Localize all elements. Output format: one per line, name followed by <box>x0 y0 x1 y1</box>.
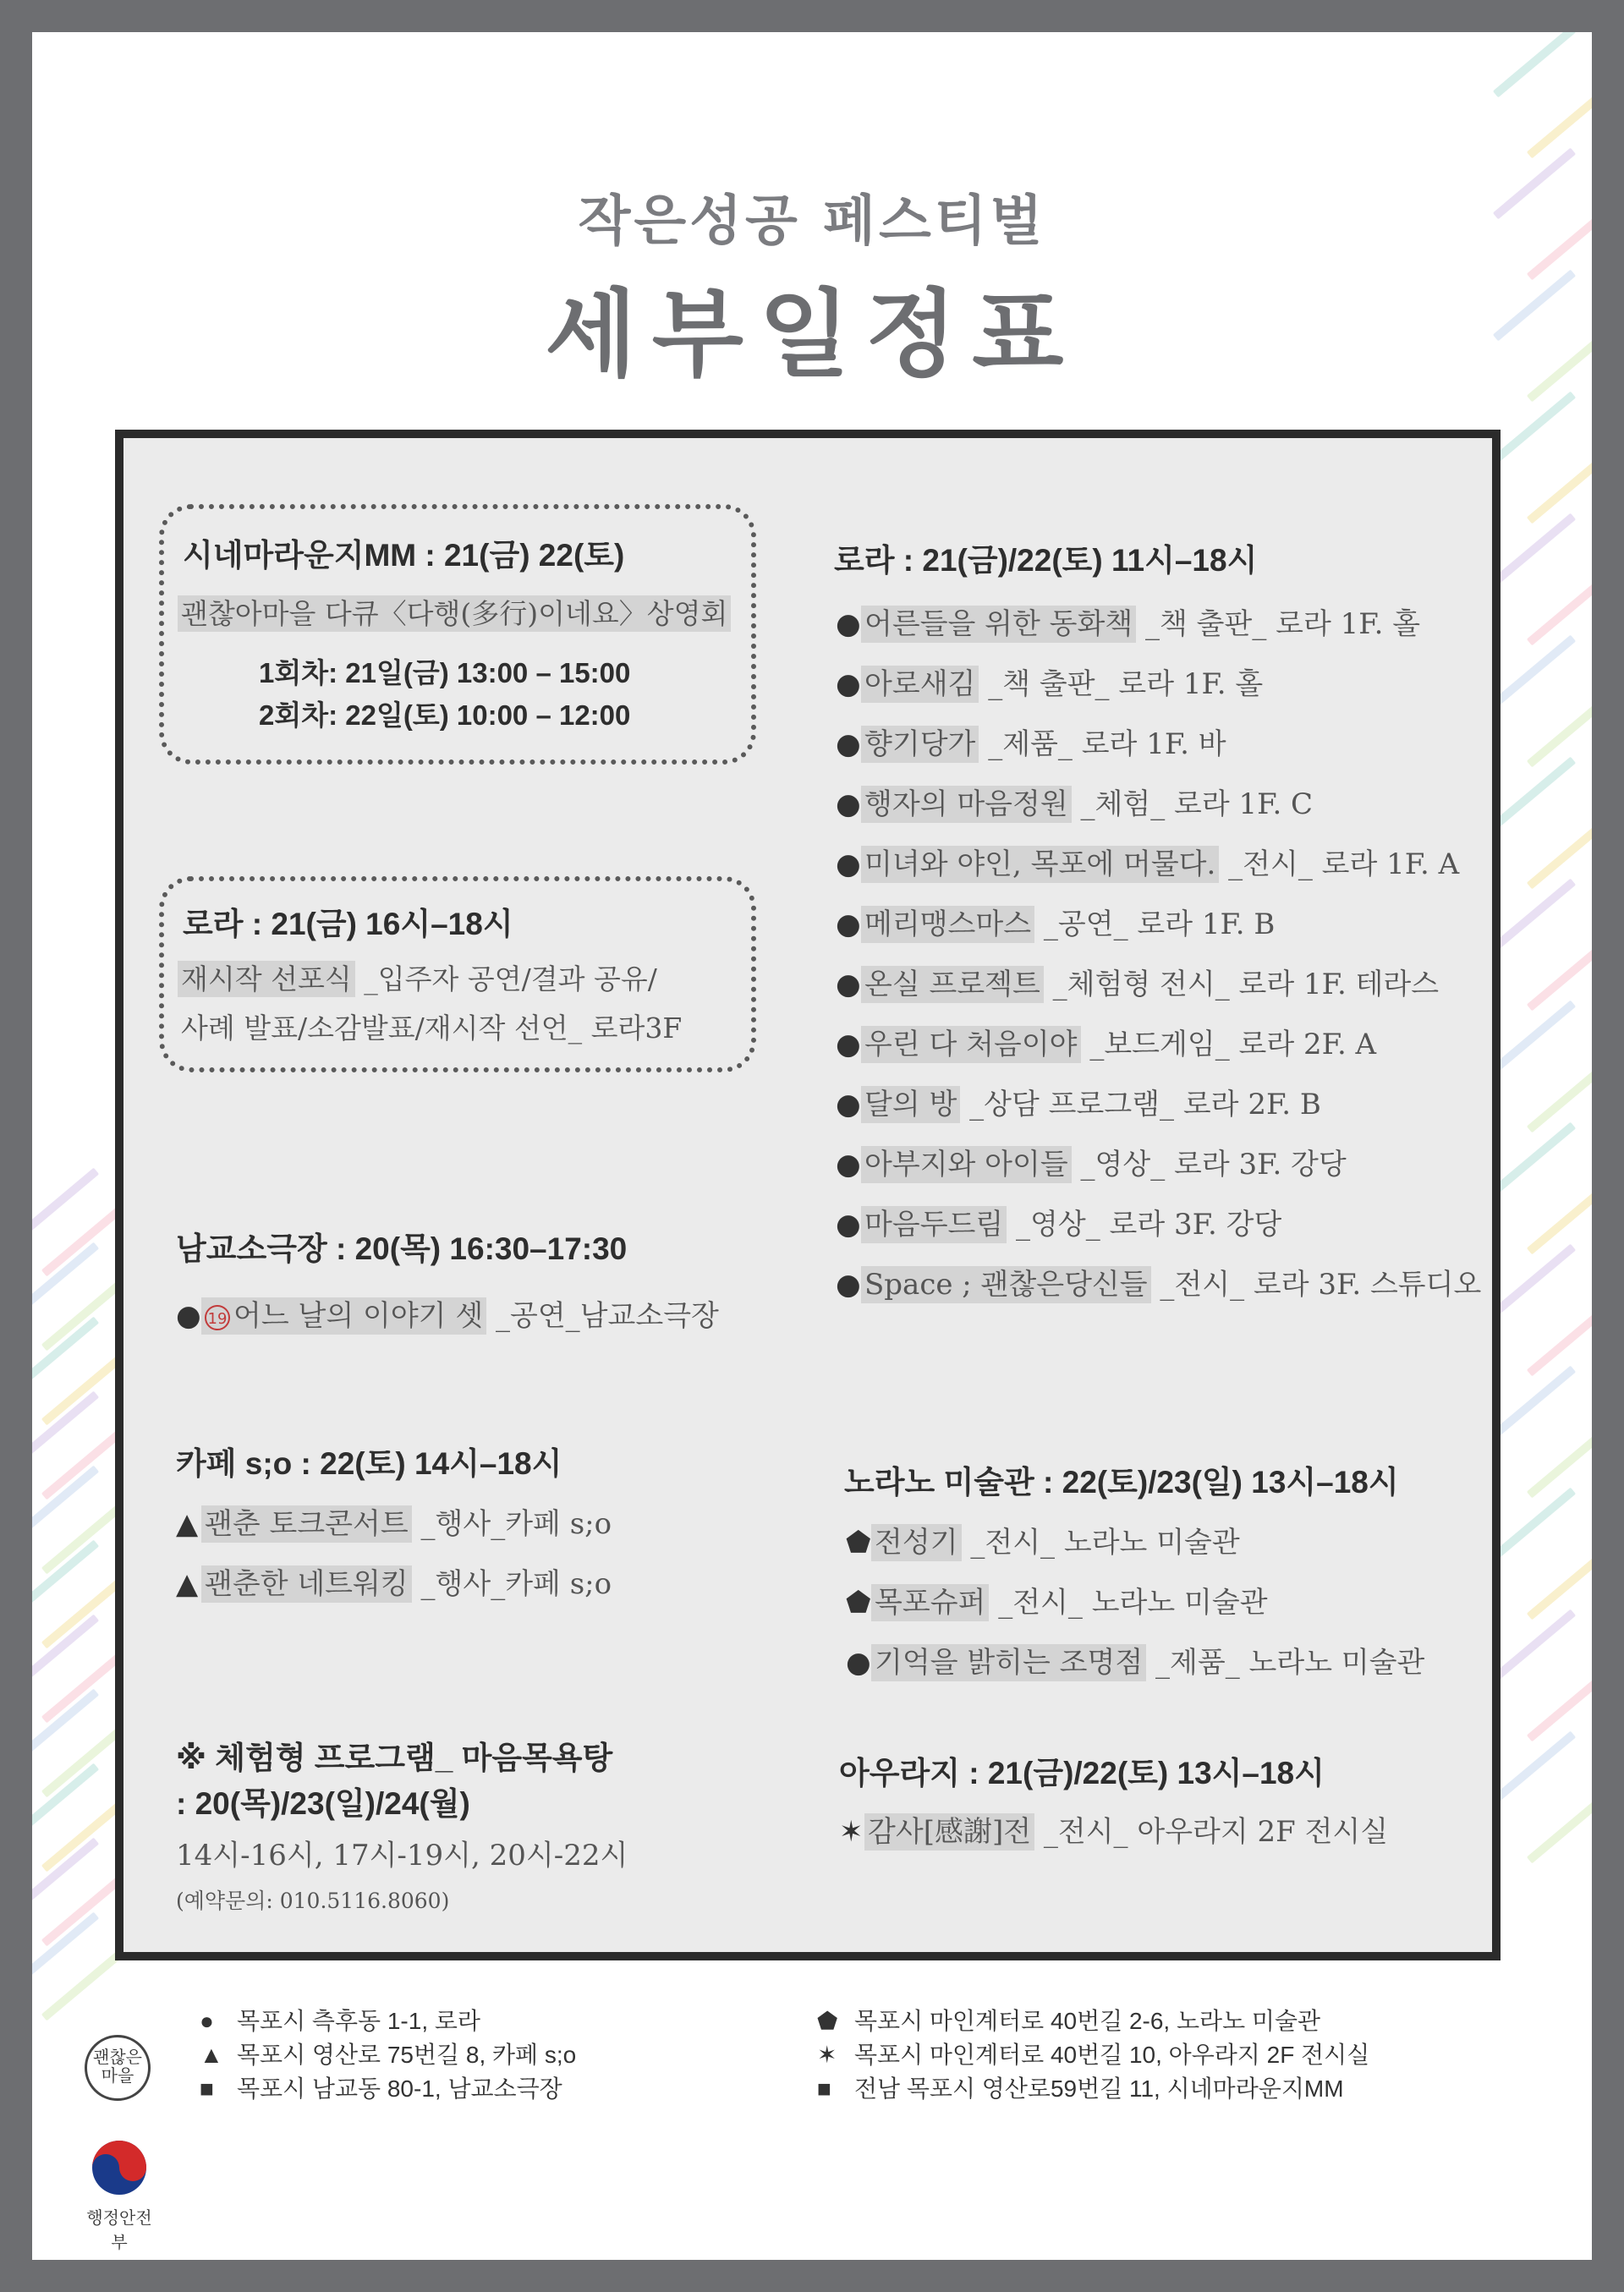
village-logo-text: 괜찮은마을 <box>93 2047 142 2086</box>
decorative-stripe <box>1527 1305 1592 1377</box>
address-symbol-icon: ⬟ <box>817 2008 838 2034</box>
event-detail: _보드게임_ 로라 2F. A <box>1080 1028 1377 1061</box>
lora-list-item <box>836 901 1275 942</box>
lora-list-item <box>836 1261 1481 1302</box>
decorative-stripe <box>41 1205 124 1277</box>
decorative-stripe <box>1527 1061 1592 1133</box>
ministry-name: 행정안전부 <box>86 2209 152 2252</box>
decorative-stripe <box>1527 452 1592 524</box>
lora-ceremony-detail: _입주자 공연/결과 공유/ <box>354 962 657 995</box>
cinema-event <box>178 592 731 632</box>
decorative-stripe <box>41 1801 124 1873</box>
cafe-list-item <box>176 1560 612 1602</box>
event-title: 달의 방 <box>861 1086 960 1123</box>
address-symbol-icon: ● <box>200 2008 214 2034</box>
aurazi-heading: 아우라지 : 21(금)/22(토) 13시–18시 <box>839 1756 1325 1790</box>
cinema-event-title: 괜찮아마을 다큐〈다행(多行)이네요〉상영회 <box>178 595 731 632</box>
bath-heading-1: ※ 체험형 프로그램_ 마음목욕탕 <box>176 1741 613 1775</box>
namgyo-heading: 남교소극장 : 20(목) 16:30–17:30 <box>176 1231 628 1266</box>
event-title: 우린 다 처음이야 <box>861 1026 1081 1063</box>
event-detail: _책 출판_ 로라 1F. 홀 <box>1136 607 1421 641</box>
decorative-stripe <box>1493 1366 1576 1438</box>
decorative-stripe <box>1493 757 1576 829</box>
decorative-stripe <box>1527 1670 1592 1742</box>
event-title: 괜춘 토크콘서트 <box>201 1505 412 1543</box>
event-detail: _제품_ 노라노 미술관 <box>1146 1646 1425 1680</box>
bullet-icon: ● <box>836 1208 861 1242</box>
bath-times: 14시-16시, 17시-19시, 20시-22시 <box>176 1839 628 1873</box>
event-title: 아로새김 <box>861 666 979 703</box>
address-text: 목포시 마인계터로 40번길 2-6, 노라노 미술관 <box>854 2008 1321 2034</box>
decorative-stripe <box>1527 1427 1592 1499</box>
lora-ceremony-event <box>178 957 657 997</box>
decorative-stripe <box>41 1503 124 1575</box>
bullet-icon: ▲ <box>176 1507 199 1541</box>
bath-heading-2: : 20(목)/23(일)/24(월) <box>176 1786 470 1821</box>
bullet-icon: ⬟ <box>846 1526 871 1560</box>
aurazi-event-title: 감사[感謝]전 <box>864 1813 1034 1851</box>
bullet-icon: ● <box>836 787 861 821</box>
norano-heading: 노라노 미술관 : 22(토)/23(일) 13시–18시 <box>844 1465 1399 1500</box>
decorative-stripe <box>1493 1731 1576 1803</box>
event-detail: _책 출판_ 로라 1F. 홀 <box>979 667 1264 701</box>
bullet-icon: ● <box>836 1088 861 1121</box>
address-text: 목포시 측후동 1-1, 로라 <box>237 2008 480 2034</box>
address-symbol-icon: ■ <box>200 2075 214 2102</box>
event-title: 미녀와 야인, 목포에 머물다. <box>861 846 1219 883</box>
event-detail: _행사_카페 s;o <box>411 1567 612 1601</box>
taegeuk-icon <box>85 2138 154 2197</box>
lora-list-item <box>836 961 1439 1002</box>
decorative-stripe <box>1493 879 1576 951</box>
aurazi-event-detail: _전시_ 아우라지 2F 전시실 <box>1034 1815 1389 1849</box>
event-title: 전성기 <box>871 1524 962 1561</box>
decorative-stripe <box>1493 32 1576 97</box>
lora-list-item <box>836 600 1420 642</box>
lora-ceremony-box <box>159 876 756 1072</box>
decorative-stripe <box>1493 1244 1576 1316</box>
decorative-stripe <box>41 1652 124 1724</box>
event-detail: _행사_카페 s;o <box>411 1507 612 1541</box>
norano-list-item <box>846 1519 1240 1560</box>
lora-list-item <box>836 1201 1281 1242</box>
bullet-icon: ▲ <box>176 1567 199 1601</box>
norano-list-item <box>846 1639 1424 1681</box>
event-detail: _전시_ 노라노 미술관 <box>961 1526 1240 1560</box>
address-text: 목포시 영산로 75번길 8, 카페 s;o <box>237 2042 577 2068</box>
lora-list-item <box>836 1081 1321 1122</box>
decorative-stripe <box>1527 1792 1592 1864</box>
event-detail: _체험_ 로라 1F. C <box>1071 787 1314 821</box>
footer-address <box>817 2003 1320 2037</box>
decorative-stripe <box>41 1354 124 1426</box>
namgyo-event-name: 어느 날의 이야기 셋 <box>233 1299 484 1333</box>
decorative-stripe <box>1527 1183 1592 1255</box>
decorative-stripe <box>1527 818 1592 890</box>
event-title: 아부지와 아이들 <box>861 1146 1072 1183</box>
poster-title: 세부일정표 <box>545 280 1079 390</box>
event-title: 향기당가 <box>861 726 979 763</box>
address-symbol-icon: ▲ <box>200 2042 223 2068</box>
decorative-stripe <box>1493 635 1576 707</box>
cinema-session-2: 2회차: 22일(토) 10:00 – 12:00 <box>259 699 631 731</box>
lora-list-item <box>836 721 1226 762</box>
decorative-stripe <box>1493 1488 1576 1560</box>
lora-heading: 로라 : 21(금)/22(토) 11시–18시 <box>834 543 1258 578</box>
event-title: 기억을 밝히는 조명점 <box>871 1644 1146 1681</box>
age-19-badge-icon: 19 <box>205 1305 230 1330</box>
event-detail: _공연_ 로라 1F. B <box>1034 907 1276 941</box>
village-logo <box>85 2035 151 2101</box>
cinema-heading: 시네마라운지MM : 21(금) 22(토) <box>183 538 625 573</box>
bullet-icon: ● <box>836 1148 861 1182</box>
decorative-stripe <box>1527 696 1592 768</box>
event-title: 행자의 마음정원 <box>861 786 1072 823</box>
decorative-stripe <box>41 1726 124 1798</box>
bullet-icon: ● <box>836 667 861 701</box>
decorative-stripe <box>41 1577 124 1649</box>
lora-ceremony-line2: 사례 발표/소감발표/재시작 선언_ 로라3F <box>181 1012 683 1045</box>
cinema-box <box>159 504 756 765</box>
decorative-stripe <box>1527 1549 1592 1620</box>
address-symbol-icon: ■ <box>817 2075 831 2102</box>
event-detail: _상담 프로그램_ 로라 2F. B <box>960 1088 1321 1121</box>
bullet-icon: ⬟ <box>846 1586 871 1620</box>
bullet-icon: ● <box>836 1268 861 1302</box>
decorative-stripe <box>41 1428 124 1500</box>
bullet-icon: ● <box>836 847 861 881</box>
decorative-stripe <box>1493 1122 1576 1194</box>
bullet-icon: ● <box>836 968 861 1001</box>
event-detail: _전시_ 노라노 미술관 <box>989 1586 1268 1620</box>
lora-list-item <box>836 661 1263 702</box>
event-title: Space ; 괜찮은당신들 <box>861 1266 1151 1303</box>
event-title: 괜춘한 네트워킹 <box>201 1565 412 1603</box>
bullet-circle-icon: ● <box>176 1299 201 1333</box>
bullet-icon: ● <box>836 1028 861 1061</box>
event-detail: _전시_ 로라 1F. A <box>1219 847 1460 881</box>
event-detail: _영상_ 로라 3F. 강당 <box>1071 1148 1347 1182</box>
schedule-board <box>115 430 1501 1960</box>
poster <box>32 32 1592 2260</box>
footer-address <box>200 2003 480 2037</box>
bullet-icon: ● <box>836 907 861 941</box>
decorative-stripe <box>1493 513 1576 585</box>
footer-address <box>200 2070 562 2104</box>
address-text: 목포시 마인계터로 40번길 10, 아우라지 2F 전시실 <box>854 2042 1370 2068</box>
decorative-stripe <box>1527 940 1592 1012</box>
namgyo-event <box>176 1292 719 1334</box>
decorative-stripe <box>1527 87 1592 159</box>
footer-address <box>817 2037 1369 2070</box>
lora-list-item <box>836 1141 1347 1182</box>
decorative-stripe <box>1527 574 1592 646</box>
event-detail: _전시_ 로라 3F. 스튜디오 <box>1150 1268 1482 1302</box>
cafe-heading: 카페 s;o : 22(토) 14시–18시 <box>176 1446 562 1481</box>
aurazi-event <box>839 1808 1388 1850</box>
bullet-star-icon: ✶ <box>839 1815 864 1849</box>
poster-subtitle: 작은성공 페스티벌 <box>578 190 1046 253</box>
decorative-stripe <box>41 1949 124 2021</box>
lora-ceremony-heading: 로라 : 21(금) 16시–18시 <box>183 907 513 941</box>
address-text: 목포시 남교동 80-1, 남교소극장 <box>237 2075 562 2102</box>
event-title: 메리맹스마스 <box>861 906 1034 943</box>
cinema-session-1: 1회차: 21일(금) 13:00 – 15:00 <box>259 657 631 688</box>
bullet-icon: ● <box>836 727 861 761</box>
decorative-stripe <box>1493 1001 1576 1072</box>
event-detail: _체험형 전시_ 로라 1F. 테라스 <box>1043 968 1440 1001</box>
event-title: 온실 프로젝트 <box>861 966 1044 1003</box>
event-title: 어른들을 위한 동화책 <box>861 606 1136 643</box>
decorative-stripe <box>1493 392 1576 463</box>
footer-address <box>200 2037 576 2070</box>
bullet-icon: ● <box>846 1646 871 1680</box>
namgyo-event-detail: _공연_남교소극장 <box>486 1299 719 1333</box>
lora-list-item <box>836 841 1459 882</box>
decorative-stripe <box>41 1280 124 1352</box>
decorative-stripe <box>41 1875 124 1947</box>
bath-contact: (예약문의: 010.5116.8060) <box>176 1889 450 1913</box>
namgyo-event-title <box>201 1297 486 1335</box>
address-text: 전남 목포시 영산로59번길 11, 시네마라운지MM <box>854 2075 1344 2102</box>
ministry-logo <box>85 2138 154 2253</box>
event-detail: _영상_ 로라 3F. 강당 <box>1007 1208 1282 1242</box>
event-detail: _제품_ 로라 1F. 바 <box>979 727 1226 761</box>
norano-list-item <box>846 1579 1268 1620</box>
bullet-icon: ● <box>836 607 861 641</box>
address-symbol-icon: ✶ <box>817 2042 837 2068</box>
decorative-stripe <box>1493 1609 1576 1681</box>
event-title: 목포슈퍼 <box>871 1584 989 1621</box>
event-title: 마음두드림 <box>861 1206 1007 1243</box>
lora-ceremony-title: 재시작 선포식 <box>178 961 355 997</box>
footer-address <box>817 2070 1344 2104</box>
lora-list-item <box>836 781 1313 822</box>
cafe-list-item <box>176 1500 612 1542</box>
lora-list-item <box>836 1021 1376 1062</box>
